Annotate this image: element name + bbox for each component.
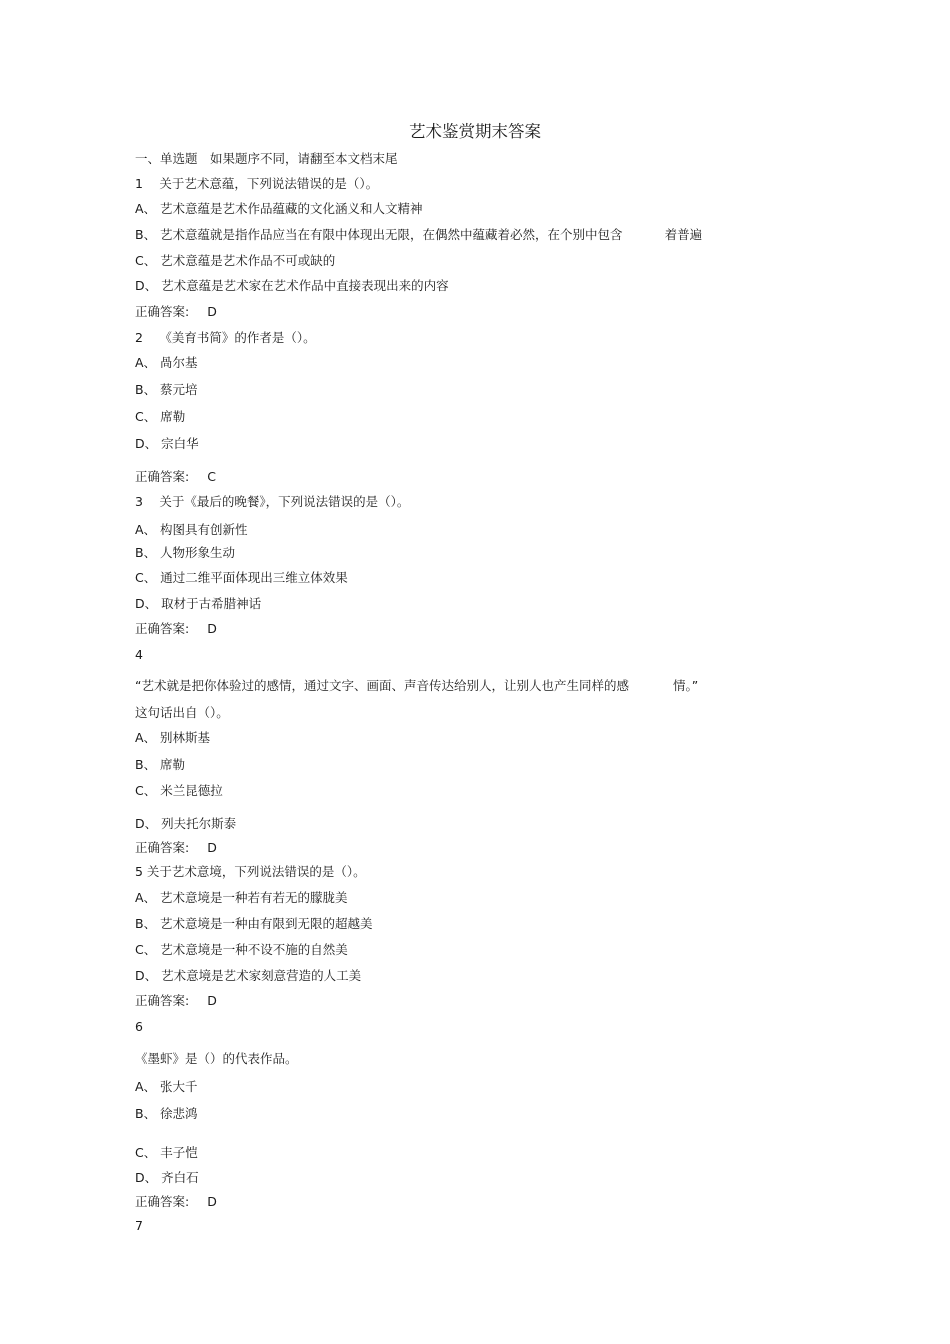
answer-label: 正确答案: [135,304,190,319]
question-5-option-a: A、 艺术意境是一种若有若无的朦胧美 [135,890,348,905]
answer-value: D [207,1194,217,1209]
answer-label: 正确答案: [135,840,190,855]
question-2-answer [135,469,216,485]
question-3-answer [135,621,217,637]
question-3-option-c: C、 通过二维平面体现出三维立体效果 [135,570,348,585]
question-1-option-b [135,227,702,243]
question-4-option-d: D、 列夫托尔斯泰 [135,816,237,831]
question-5-stem: 5 关于艺术意境，下列说法错误的是（）。 [135,864,366,879]
question-2-stem: 2 《美育书简》的作者是（）。 [135,330,316,345]
question-1-stem: 1 关于艺术意蕴，下列说法错误的是（）。 [135,176,379,191]
question-3-option-a: A、 构图具有创新性 [135,522,248,537]
answer-value: D [207,621,217,636]
question-5-option-c: C、 艺术意境是一种不设不施的自然美 [135,942,348,957]
question-1-option-b-text: B、 艺术意蕴就是指作品应当在有限中体现出无限，在偶然中蕴藏着必然，在个别中包含 [135,227,623,242]
question-6-answer [135,1194,217,1210]
question-1-option-c: C、 艺术意蕴是艺术作品不可或缺的 [135,253,336,268]
question-6-number: 6 [135,1019,143,1034]
question-3-option-d: D、 取材于古希腊神话 [135,596,262,611]
question-2-option-c: C、 席勒 [135,409,186,424]
question-2-option-a: A、 咼尔基 [135,355,198,370]
page-title: 艺术鉴赏期末答案 [409,122,541,141]
answer-value: D [207,840,217,855]
question-4-stem-line-2: 这句话出自（）。 [135,705,229,720]
question-1-option-a: A、 艺术意蕴是艺术作品蕴藏的文化涵义和人文精神 [135,201,423,216]
question-6-option-a: A、 张大千 [135,1079,198,1094]
question-1-option-b-continuation: 着普遍 [664,227,703,242]
answer-value: D [207,993,217,1008]
question-7-number: 7 [135,1218,143,1233]
question-4-option-a: A、 别林斯基 [135,730,211,745]
question-6-option-d: D、 齐白石 [135,1170,199,1185]
question-5-option-d: D、 艺术意境是艺术家刻意营造的人工美 [135,968,362,983]
question-5-answer [135,993,217,1009]
question-2-option-d: D、 宗白华 [135,436,199,451]
question-1-option-d: D、 艺术意蕴是艺术家在艺术作品中直接表现出来的内容 [135,278,449,293]
question-4-answer [135,840,217,856]
question-4-number: 4 [135,647,143,662]
answer-label: 正确答案: [135,621,190,636]
question-6-option-c: C、 丰子恺 [135,1145,198,1160]
question-1-answer [135,304,217,320]
question-3-stem: 3 关于《最后的晚餐》，下列说法错误的是（）。 [135,494,410,509]
question-5-option-b: B、 艺术意境是一种由有限到无限的超越美 [135,916,373,931]
answer-label: 正确答案: [135,1194,190,1209]
question-6-option-b: B、 徐悲鸿 [135,1106,198,1121]
question-3-option-b: B、 人物形象生动 [135,545,236,560]
answer-value: D [207,304,217,319]
section-header: 一、单选题 如果题序不同，请翻至本文档末尾 [135,151,398,166]
answer-value: C [207,469,216,484]
question-4-stem-continuation: 情。” [672,678,699,693]
question-4-option-b: B、 席勒 [135,757,186,772]
question-4-stem [135,678,698,694]
question-6-stem: 《墨虾》是（）的代表作品。 [135,1051,298,1066]
answer-label: 正确答案: [135,469,190,484]
question-4-option-c: C、 米兰昆德拉 [135,783,223,798]
question-4-stem-text: “艺术就是把你体验过的感情，通过文字、画面、声音传达给别人，让别人也产生同样的感 [135,678,629,693]
answer-label: 正确答案: [135,993,190,1008]
question-2-option-b: B、 蔡元培 [135,382,198,397]
